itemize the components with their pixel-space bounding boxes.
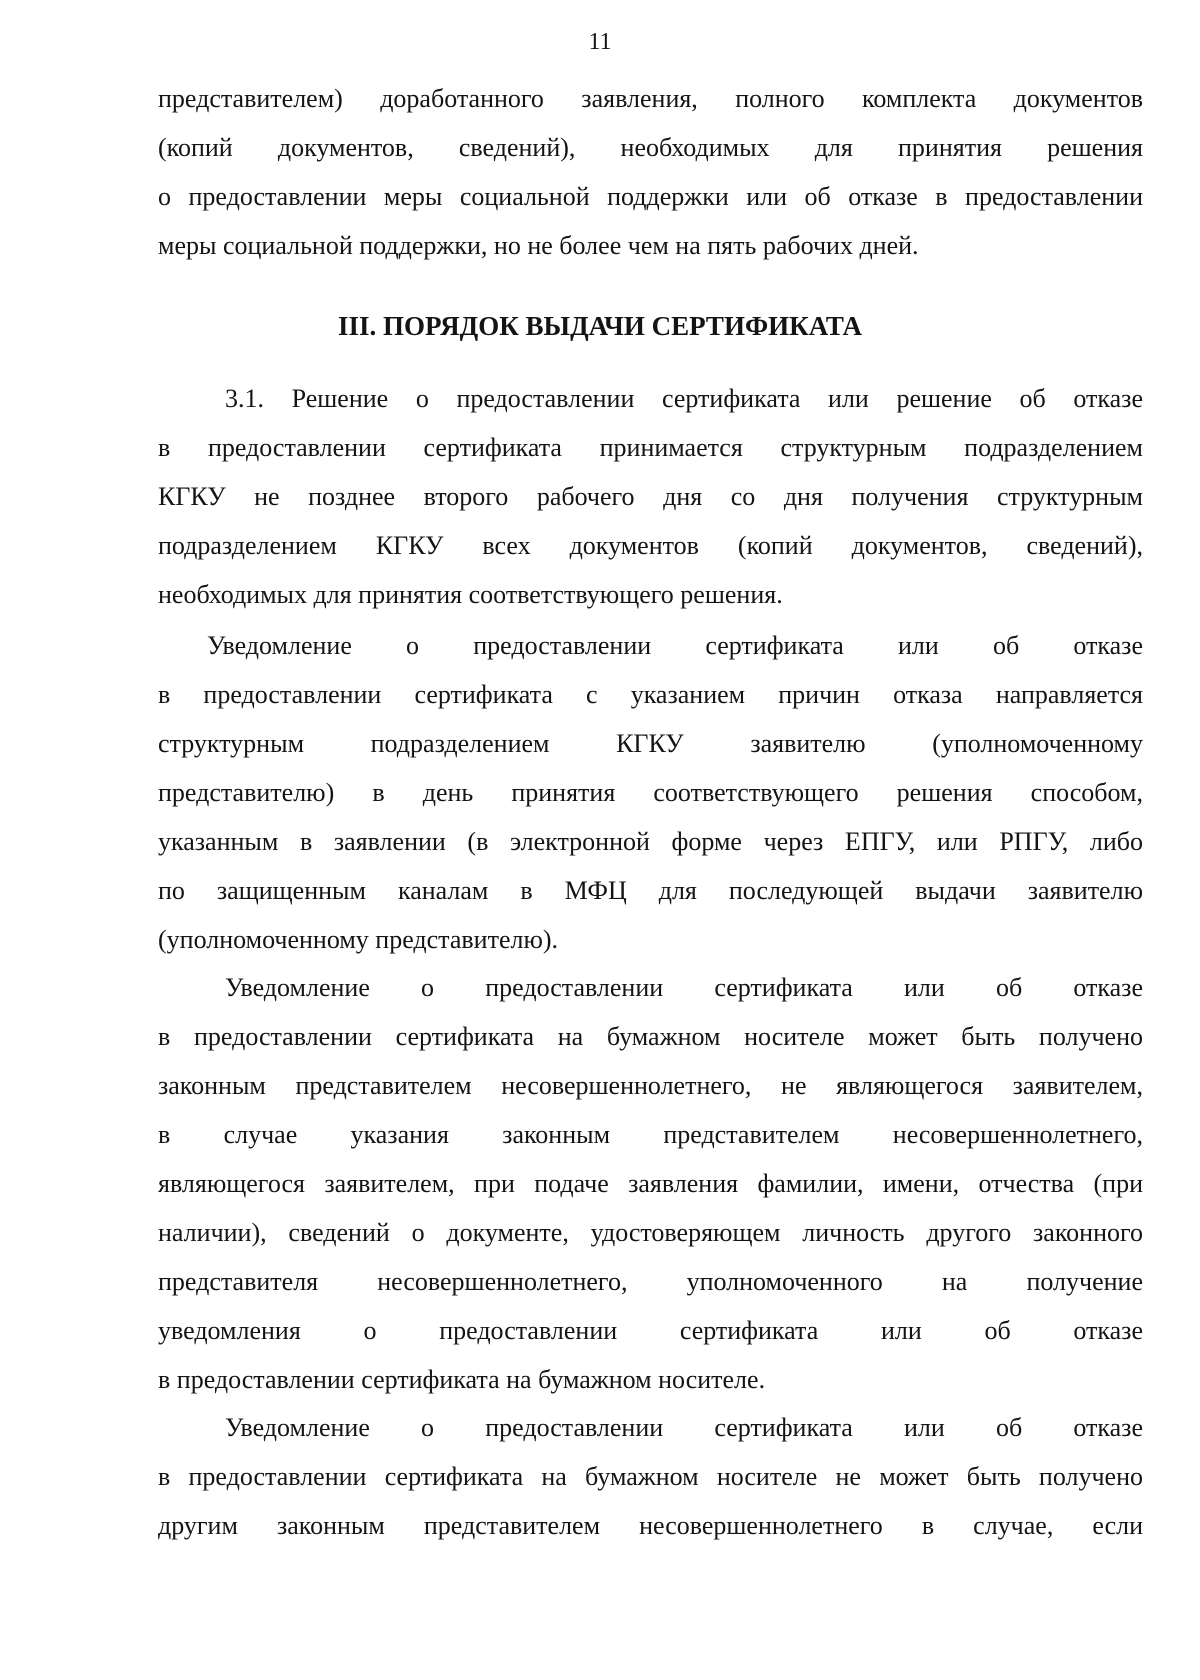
text-line: по защищенным каналам в МФЦ для последующей выдачи заявителю bbox=[158, 876, 1143, 905]
section-heading: III. ПОРЯДОК ВЫДАЧИ СЕРТИФИКАТА bbox=[337, 311, 863, 341]
text-line: в предоставлении сертификата на бумажном носителе не может быть получено bbox=[158, 1462, 1143, 1491]
text-line: в случае указания законным представителем несовершеннолетнего, bbox=[158, 1120, 1143, 1149]
text-line: законным представителем несовершеннолетнего, не являющегося заявителем, bbox=[158, 1071, 1143, 1100]
text-line: 3.1. Решение о предоставлении сертификата или решение об отказе bbox=[225, 384, 1143, 413]
text-line: КГКУ не позднее второго рабочего дня со дня получения структурным bbox=[158, 482, 1143, 511]
text-line: в предоставлении сертификата на бумажном носителе. bbox=[158, 1365, 766, 1394]
paragraph-notice-3 bbox=[158, 1403, 1143, 1550]
paragraph-intro bbox=[158, 74, 1143, 270]
paragraph-notice-1 bbox=[158, 621, 1143, 964]
page-number: 11 bbox=[588, 29, 612, 55]
text-line: в предоставлении сертификата с указанием причин отказа направляется bbox=[158, 680, 1143, 709]
text-line: меры социальной поддержки, но не более чем на пять рабочих дней. bbox=[158, 231, 919, 260]
text-line: (копий документов, сведений), необходимых для принятия решения bbox=[158, 133, 1143, 162]
text-line: подразделением КГКУ всех документов (копий документов, сведений), bbox=[158, 531, 1143, 560]
text-line: представителем) доработанного заявления, полного комплекта документов bbox=[158, 84, 1143, 113]
text-line: уведомления о предоставлении сертификата или об отказе bbox=[158, 1316, 1143, 1345]
text-line: наличии), сведений о документе, удостоверяющем личность другого законного bbox=[158, 1218, 1143, 1247]
text-line: указанным в заявлении (в электронной форме через ЕПГУ, или РПГУ, либо bbox=[158, 827, 1143, 856]
text-line: Уведомление о предоставлении сертификата или об отказе bbox=[207, 631, 1143, 660]
text-line: структурным подразделением КГКУ заявителю (уполномоченному bbox=[158, 729, 1143, 758]
text-line: представителя несовершеннолетнего, уполномоченного на получение bbox=[158, 1267, 1143, 1296]
text-line: необходимых для принятия соответствующего решения. bbox=[158, 580, 783, 609]
text-line: Уведомление о предоставлении сертификата или об отказе bbox=[225, 1413, 1143, 1442]
text-line: представителю) в день принятия соответствующего решения способом, bbox=[158, 778, 1143, 807]
text-line: Уведомление о предоставлении сертификата или об отказе bbox=[225, 973, 1143, 1002]
text-line: другим законным представителем несовершеннолетнего в случае, если bbox=[158, 1511, 1143, 1540]
text-line: в предоставлении сертификата на бумажном носителе может быть получено bbox=[158, 1022, 1143, 1051]
text-line: (уполномоченному представителю). bbox=[158, 925, 559, 954]
text-line: являющегося заявителем, при подаче заявления фамилии, имени, отчества (при bbox=[158, 1169, 1143, 1198]
paragraph-notice-2 bbox=[158, 963, 1143, 1404]
text-line: в предоставлении сертификата принимается структурным подразделением bbox=[158, 433, 1143, 462]
paragraph-3-1 bbox=[158, 374, 1143, 619]
text-line: о предоставлении меры социальной поддержки или об отказе в предоставлении bbox=[158, 182, 1143, 211]
